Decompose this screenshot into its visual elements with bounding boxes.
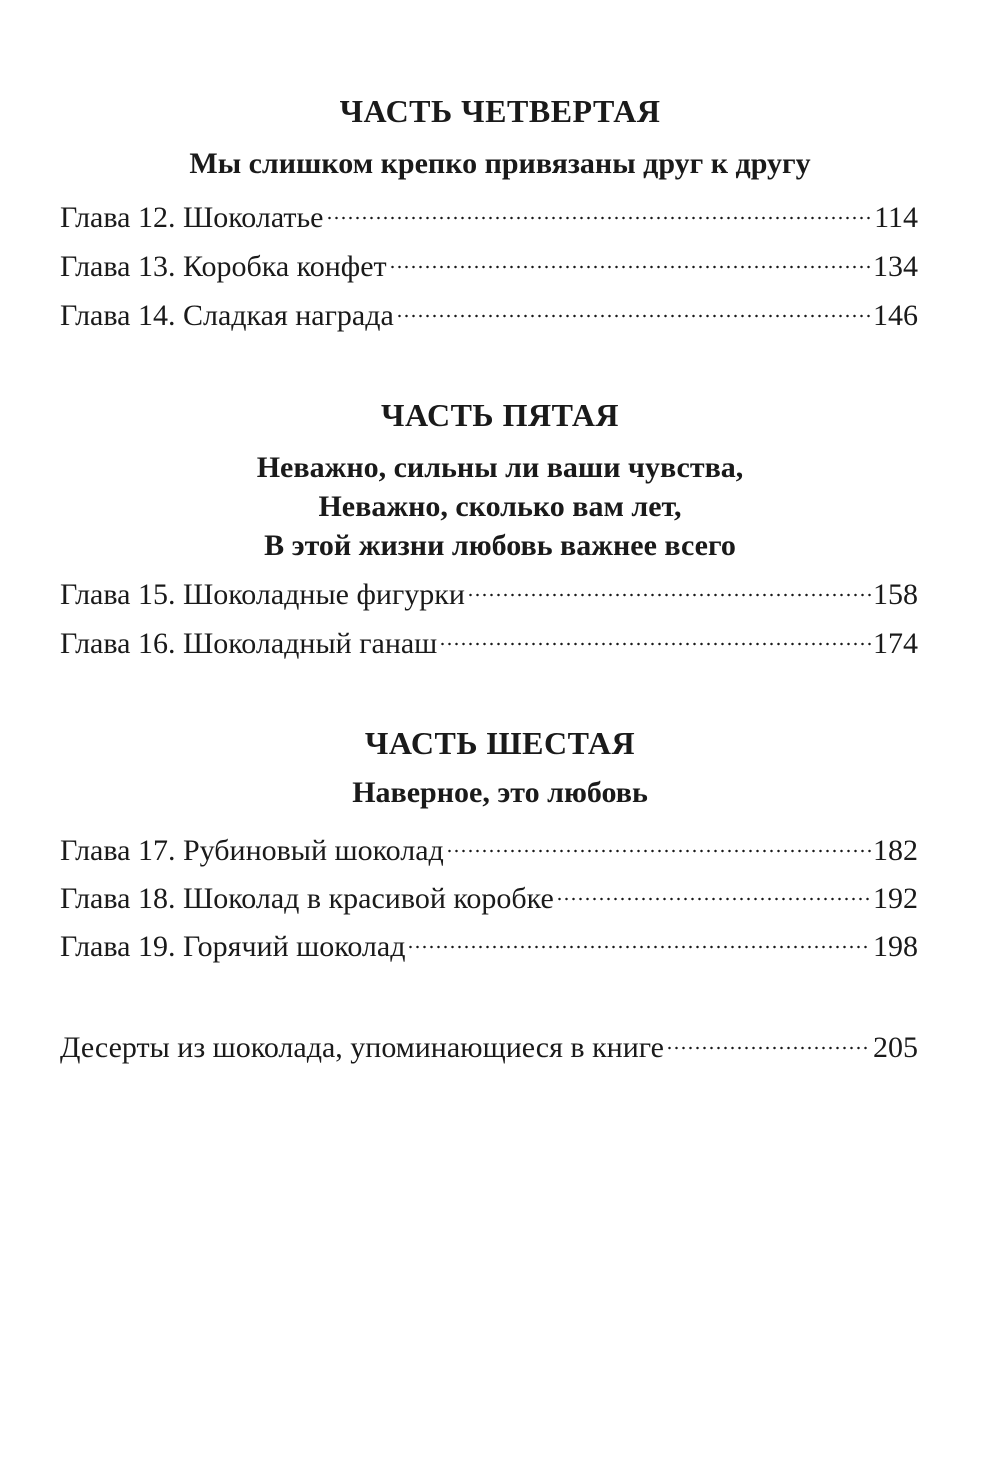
part-five-subtitle-line-3: В этой жизни любовь важнее всего (264, 529, 736, 562)
toc-entry-chapter-13[interactable] (60, 247, 918, 287)
dot-leader (556, 896, 871, 902)
toc-entry-label: Глава 14. Сладкая награда (60, 299, 394, 332)
toc-entry-page: 114 (874, 201, 918, 234)
toc-entry-label: Глава 16. Шоколадный ганаш (60, 627, 438, 660)
toc-entry-chapter-12[interactable] (60, 198, 918, 238)
dot-leader (407, 944, 871, 950)
toc-entry-chapter-18[interactable] (60, 879, 918, 919)
dot-leader (389, 264, 871, 270)
toc-entry-page: 192 (873, 882, 918, 915)
toc-entry-page: 158 (873, 578, 918, 611)
toc-entry-label: Глава 13. Коробка конфет (60, 250, 387, 283)
toc-entry-page: 205 (873, 1031, 918, 1064)
toc-entry-label: Десерты из шоколада, упоминающиеся в книге (60, 1031, 664, 1064)
part-six-subtitle: Наверное, это любовь (352, 776, 648, 809)
toc-entry-page: 182 (873, 834, 918, 867)
part-four-subtitle: Мы слишком крепко привязаны друг к другу (189, 147, 811, 180)
dot-leader (467, 592, 871, 598)
dot-leader (666, 1045, 871, 1051)
part-five-title: ЧАСТЬ ПЯТАЯ (380, 397, 620, 433)
toc-entry-label: Глава 15. Шоколадные фигурки (60, 578, 465, 611)
toc-entry-chapter-16[interactable] (60, 624, 918, 664)
dot-leader (396, 313, 871, 319)
part-six-title: ЧАСТЬ ШЕСТАЯ (364, 725, 636, 761)
dot-leader (326, 215, 873, 221)
toc-entry-label: Глава 17. Рубиновый шоколад (60, 834, 444, 867)
toc-entry-label: Глава 19. Горячий шоколад (60, 930, 406, 963)
toc-entry-label: Глава 18. Шоколад в красивой коробке (60, 882, 554, 915)
part-five-subtitle-line-2: Неважно, сколько вам лет, (318, 490, 682, 523)
toc-entry-chapter-19[interactable] (60, 927, 918, 967)
toc-entry-label: Глава 12. Шоколатье (60, 201, 324, 234)
dot-leader (446, 848, 871, 854)
toc-entry-page: 174 (873, 627, 918, 660)
toc-entry-chapter-15[interactable] (60, 575, 918, 615)
toc-entry-page: 134 (873, 250, 918, 283)
part-four-title: ЧАСТЬ ЧЕТВЕРТАЯ (339, 93, 661, 129)
toc-entry-page: 146 (873, 299, 918, 332)
dot-leader (439, 641, 871, 647)
part-five-subtitle-line-1: Неважно, сильны ли ваши чувства, (256, 451, 744, 484)
toc-entry-appendix[interactable] (60, 1028, 918, 1068)
toc-entry-page: 198 (873, 930, 918, 963)
toc-entry-chapter-17[interactable] (60, 831, 918, 871)
toc-entry-chapter-14[interactable] (60, 296, 918, 336)
